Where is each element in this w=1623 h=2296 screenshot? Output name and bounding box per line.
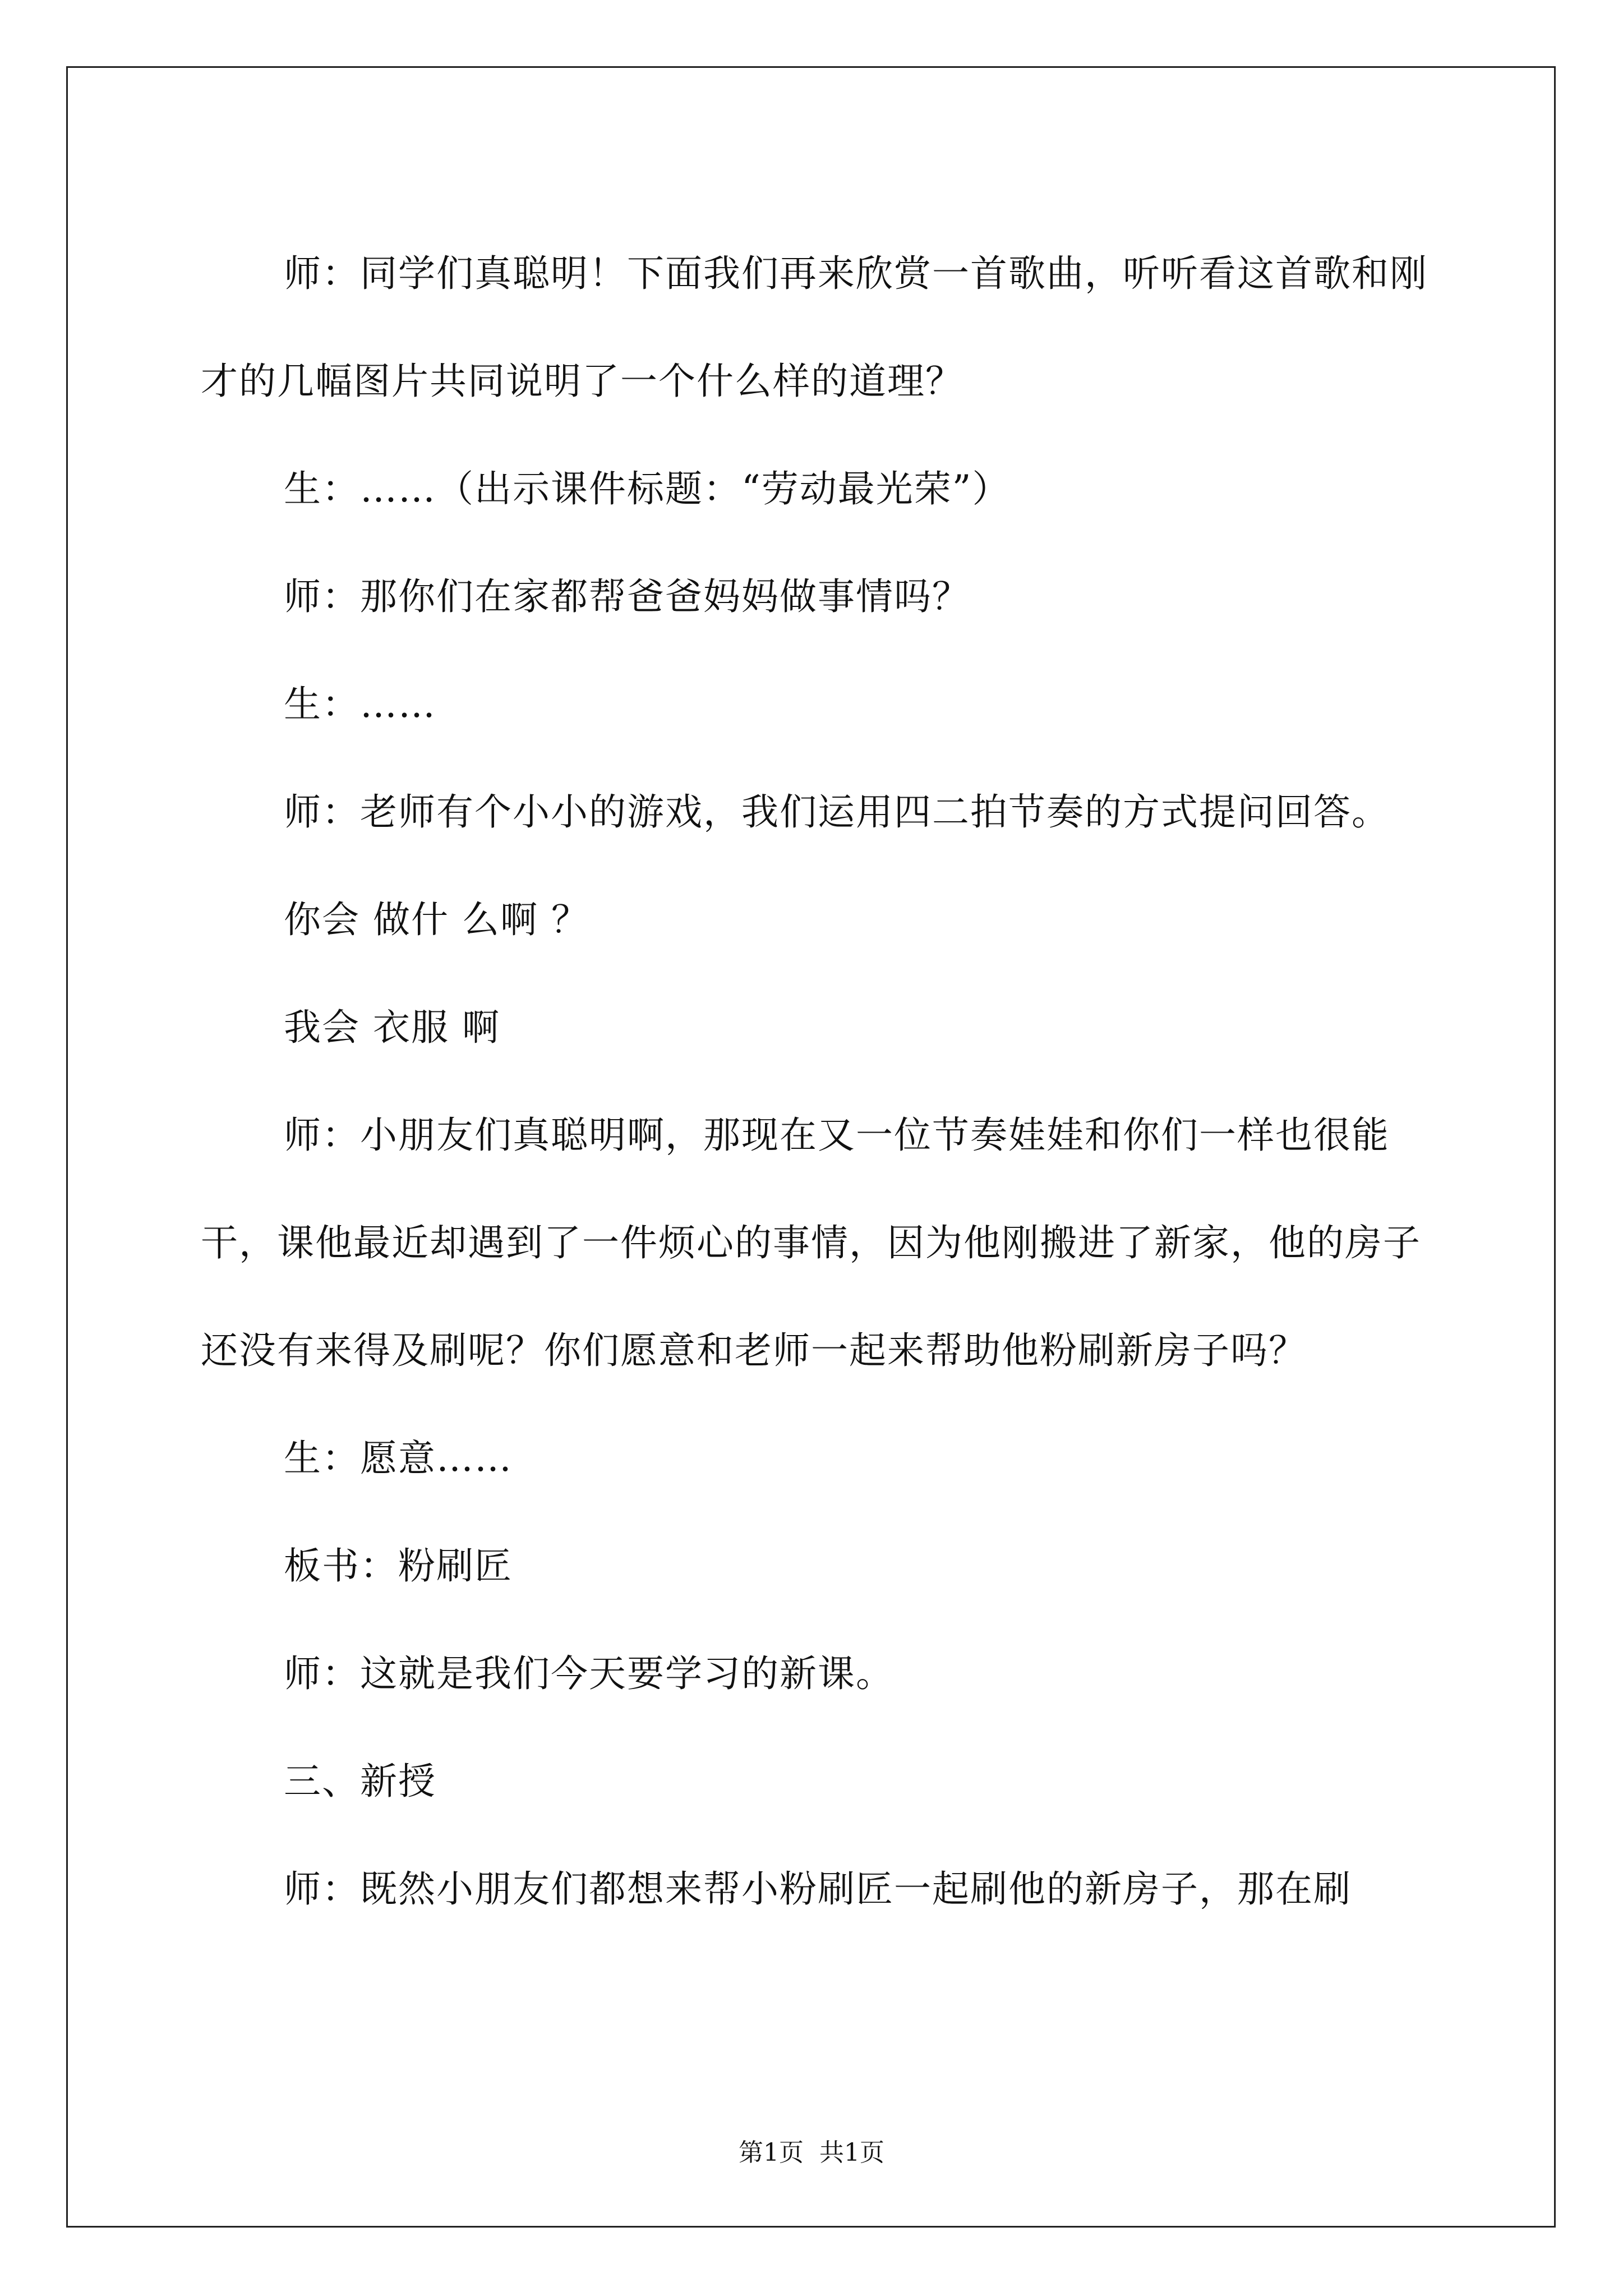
paragraph: 师：那你们在家都帮爸爸妈妈做事情吗？ — [284, 575, 970, 618]
paragraph: 生：…… — [284, 683, 436, 726]
paragraph: 生：愿意…… — [284, 1437, 513, 1480]
page-footer: 第1页 共1页 — [739, 2138, 884, 2167]
paragraph: 板书：粉刷匠 — [284, 1544, 513, 1588]
paragraph: 师：小朋友们真聪明啊，那现在又一位节奏娃娃和你们一样也很能干，课他最近却遇到了一件烦心的事情，因为他刚搬进了新家，他的房子还没有来得及刷呢？你们愿意和老师一起来帮助他粉刷新房子吗？ — [201, 1114, 1421, 1372]
paragraph: 你会 做什 么啊 ？ — [284, 898, 589, 941]
paragraph: 师：既然小朋友们都想来帮小粉刷匠一起刷他的新房子，那在刷 — [284, 1867, 1352, 1911]
paragraph: 生：……（出示课件标题：“劳动最光荣”） — [284, 467, 1011, 510]
paragraph: 师：这就是我们今天要学习的新课。 — [284, 1652, 894, 1695]
section-heading: 三、新授 — [284, 1760, 436, 1803]
document-body — [201, 220, 1435, 1943]
paragraph: 师：同学们真聪明！下面我们再来欣赏一首歌曲，听听看这首歌和刚才的几幅图片共同说明了一个什么样的道理？ — [201, 252, 1428, 403]
paragraph: 师：老师有个小小的游戏，我们运用四二拍节奏的方式提问回答。 — [284, 790, 1390, 834]
paragraph: 我会 衣服 啊 — [284, 1006, 500, 1049]
